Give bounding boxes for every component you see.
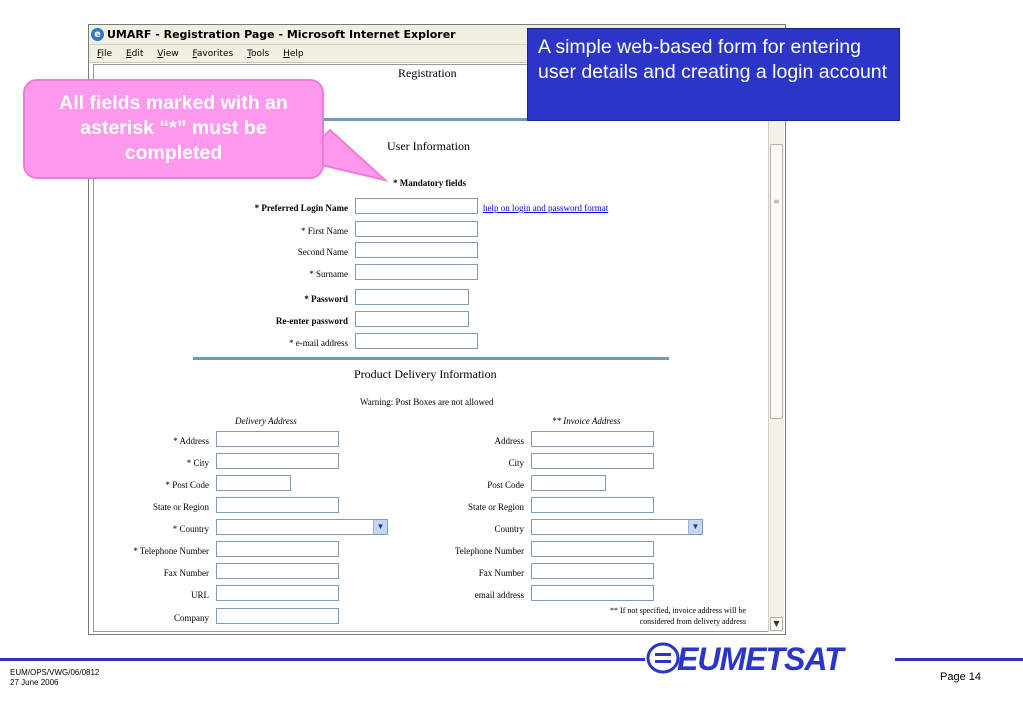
password-label: * Password xyxy=(304,294,348,304)
logo-bar xyxy=(655,660,671,663)
invoice-note-line1: ** If not specified, invoice address will be xyxy=(610,606,746,615)
help-login-link[interactable]: help on login and password format xyxy=(483,203,609,213)
scroll-down-icon[interactable]: ▼ xyxy=(770,617,783,631)
footer-divider xyxy=(895,658,1023,661)
post-box-warning: Warning: Post Boxes are not allowed xyxy=(360,397,494,407)
page-number: Page 14 xyxy=(940,671,981,683)
user-info-heading: User Information xyxy=(387,139,470,153)
reenter-password-label: Re-enter password xyxy=(275,316,348,326)
delivery-info-heading: Product Delivery Information xyxy=(354,367,497,381)
chevron-down-icon[interactable]: ▼ xyxy=(373,520,387,534)
description-callout: A simple web-based form for entering user details and creating a login account xyxy=(527,28,900,121)
invoice-address-label: Address xyxy=(494,436,524,446)
delivery-country-label: * Country xyxy=(172,524,209,534)
menu-file[interactable]: File xyxy=(97,49,113,59)
invoice-fax-label: Fax Number xyxy=(478,568,524,578)
menu-help[interactable]: Help xyxy=(283,49,304,59)
email-label: * e-mail address xyxy=(289,338,348,348)
invoice-country-label: Country xyxy=(494,524,524,534)
menu-edit[interactable]: Edit xyxy=(125,49,144,59)
eumetsat-logo-icon xyxy=(645,640,681,676)
delivery-fax-label: Fax Number xyxy=(163,568,209,578)
second-name-label: Second Name xyxy=(297,247,348,257)
footer-divider xyxy=(0,658,645,661)
invoice-note-line2: considered from delivery address xyxy=(639,617,746,626)
page-title: Registration xyxy=(398,66,457,80)
footer-info xyxy=(10,668,99,688)
delivery-phone-label: * Telephone Number xyxy=(133,546,209,556)
eumetsat-logo: EUMETSAT xyxy=(677,641,843,677)
delivery-state-label: State or Region xyxy=(153,502,209,512)
asterisk-callout: All fields marked with an asterisk “*” must be completed xyxy=(23,79,324,179)
invoice-phone-label: Telephone Number xyxy=(454,546,524,556)
login-name-label: * Preferred Login Name xyxy=(254,203,348,213)
invoice-postcode-label: Post Code xyxy=(487,480,524,490)
menu-view[interactable]: View xyxy=(157,49,179,59)
delivery-postcode-label: * Post Code xyxy=(165,480,209,490)
invoice-city-label: City xyxy=(508,458,524,468)
mandatory-note: * Mandatory fields xyxy=(393,178,466,188)
menu-favorites[interactable]: Favorites xyxy=(192,49,234,59)
doc-reference: EUM/OPS/VWG/06/0812 xyxy=(10,668,100,677)
delivery-url-label: URL xyxy=(191,590,209,600)
delivery-city-label: * City xyxy=(186,458,209,468)
invoice-state-label: State or Region xyxy=(468,502,524,512)
doc-date: 27 June 2006 xyxy=(10,678,59,687)
invoice-address-header: ** Invoice Address xyxy=(552,416,621,426)
grip-icon: ≡ xyxy=(773,197,780,206)
chevron-down-icon[interactable]: ▼ xyxy=(688,520,702,534)
logo-bar xyxy=(655,653,671,656)
logo-ring xyxy=(648,644,678,672)
window-title: UMARF - Registration Page - Microsoft Internet Explorer xyxy=(107,28,456,41)
internet-explorer-icon: e xyxy=(91,28,104,41)
delivery-address-label: * Address xyxy=(173,436,209,446)
delivery-address-header: Delivery Address xyxy=(235,416,297,426)
invoice-email-label: email address xyxy=(474,590,524,600)
menu-tools[interactable]: Tools xyxy=(247,49,270,59)
first-name-label: * First Name xyxy=(301,226,348,236)
delivery-company-label: Company xyxy=(174,613,209,623)
surname-label: * Surname xyxy=(309,269,348,279)
